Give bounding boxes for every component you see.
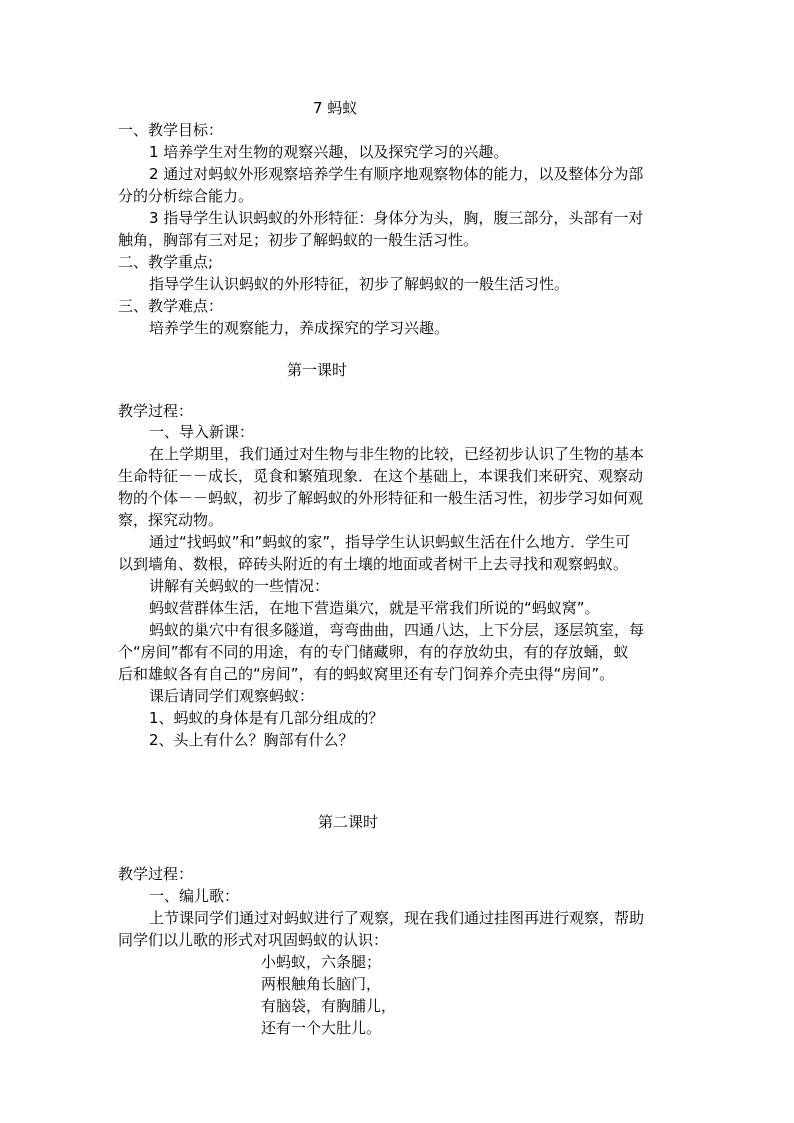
lesson-1-paragraph-3: 讲解有关蚂蚁的一些情况：: [149, 577, 330, 595]
lesson-2-heading: 第二课时: [318, 813, 379, 831]
poem-line-2: 两根触角长脑门，: [261, 975, 382, 993]
lesson-1-paragraph-5-line-1: 蚂蚁的巢穴中有很多隧道，弯弯曲曲，四通八达，上下分层，逐层筑室，每: [149, 621, 645, 639]
lesson-1-paragraph-1-line-1: 在上学期里，我们通过对生物与非生物的比较，已经初步认识了生物的基本: [149, 445, 645, 463]
lesson-1-intro-heading: 一、导入新课：: [149, 423, 255, 441]
lesson-1-paragraph-1-line-4: 察，探究动物。: [118, 511, 224, 529]
objective-2-line-2: 分的分析综合能力。: [118, 187, 254, 205]
lesson-1-paragraph-1-line-3: 物的个体－－蚂蚁，初步了解蚂蚁的外形特征和一般生活习性，初步学习如何观: [118, 489, 644, 507]
objective-3-line-2: 触角，胸部有三对足；初步了解蚂蚁的一般生活习性。: [118, 231, 479, 249]
key-points-text: 指导学生认识蚂蚁的外形特征，初步了解蚂蚁的一般生活习性。: [149, 275, 570, 293]
lesson-1-paragraph-1-line-2: 生命特征－－成长，觅食和繁殖现象．在这个基础上，本课我们来研究、观察动: [118, 467, 644, 485]
objective-1: 1 培养学生对生物的观察兴趣，以及探究学习的兴趣。: [149, 143, 509, 161]
lesson-1-heading: 第一课时: [287, 361, 348, 379]
poem-line-3: 有脑袋，有胸脯儿，: [261, 997, 397, 1015]
document-title: 7 蚂蚁: [313, 99, 358, 117]
poem-line-1: 小蚂蚁，六条腿；: [261, 953, 382, 971]
key-points-heading: 二、教学重点;: [118, 253, 214, 271]
objective-3-line-1: 3 指导学生认识蚂蚁的外形特征：身体分为头，胸，腹三部分，头部有一对: [149, 209, 644, 227]
lesson-1-paragraph-2-line-2: 以到墙角、数根，碎砖头附近的有土壤的地面或者树干上去寻找和观察蚂蚁。: [118, 555, 629, 573]
lesson-1-paragraph-2-line-1: 通过“找蚂蚁”和”蚂蚁的家”，指导学生认识蚂蚁生活在什么地方．学生可: [149, 533, 631, 551]
lesson-1-paragraph-6: 课后请同学们观察蚂蚁：: [149, 687, 315, 705]
objectives-heading: 一、教学目标：: [118, 121, 224, 139]
difficulties-text: 培养学生的观察能力，养成探究的学习兴趣。: [149, 319, 450, 337]
lesson-1-question-1: 1、蚂蚁的身体是有几部分组成的？: [149, 709, 384, 727]
lesson-1-paragraph-4: 蚂蚁营群体生活，在地下营造巢穴，就是平常我们所说的“蚂蚁窝”。: [149, 599, 600, 617]
poem-line-4: 还有一个大肚儿。: [261, 1019, 382, 1037]
lesson-2-song-heading: 一、编儿歌：: [149, 887, 240, 905]
lesson-1-process-label: 教学过程：: [118, 402, 194, 420]
lesson-1-question-2: 2、头上有什么？胸部有什么？: [149, 731, 354, 749]
difficulties-heading: 三、教学难点：: [118, 297, 224, 315]
lesson-2-paragraph-1-line-2: 同学们以儿歌的形式对巩固蚂蚁的认识：: [118, 931, 389, 949]
lesson-2-paragraph-1-line-1: 上节课同学们通过对蚂蚁进行了观察，现在我们通过挂图再进行观察，帮助: [149, 909, 645, 927]
lesson-2-process-label: 教学过程：: [118, 865, 194, 883]
lesson-1-paragraph-5-line-2: 个“房间”都有不同的用途，有的专门储藏卵，有的存放幼虫，有的存放蛹，蚁: [118, 643, 629, 661]
lesson-1-paragraph-5-line-3: 后和雄蚁各有自己的“房间”，有的蚂蚁窝里还有专门饲养介壳虫得“房间”。: [118, 665, 615, 683]
objective-2-line-1: 2 通过对蚂蚁外形观察培养学生有顺序地观察物体的能力，以及整体分为部: [149, 165, 644, 183]
